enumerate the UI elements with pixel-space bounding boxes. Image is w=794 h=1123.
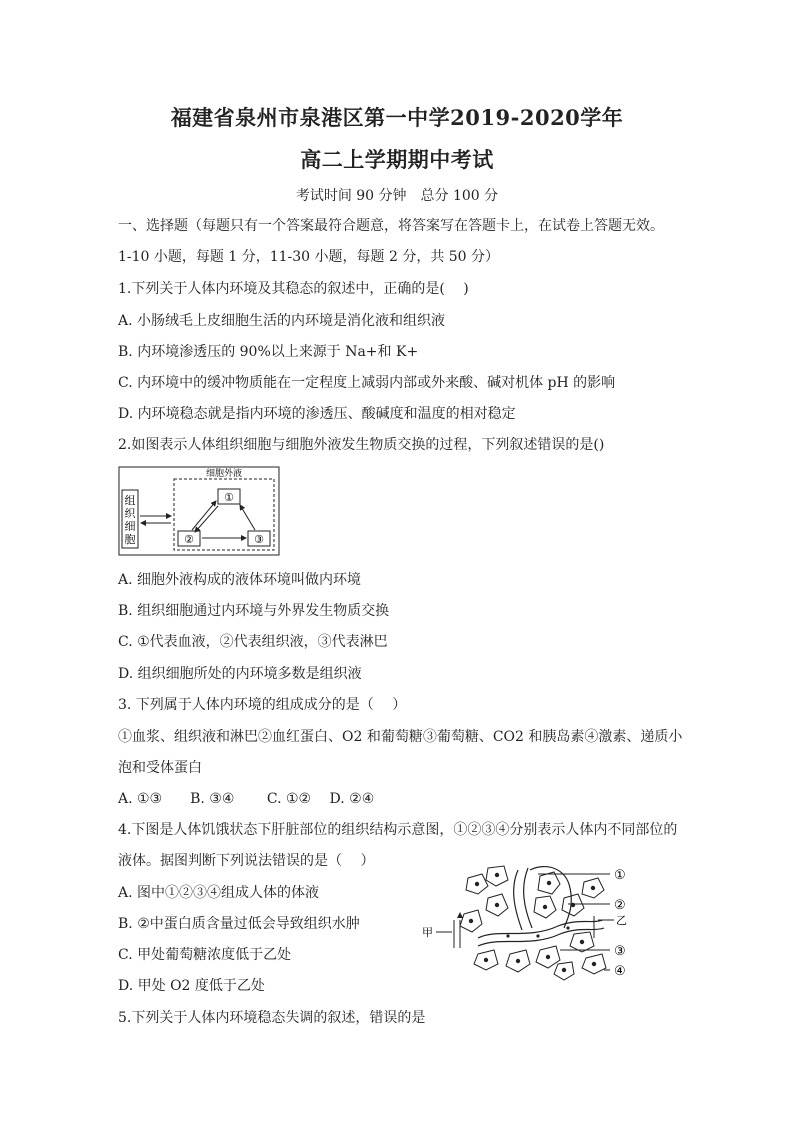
q1-option-b: B. 内环境渗透压的 90%以上来源于 Na+和 K+ — [118, 344, 419, 360]
q1-option-a: A. 小肠绒毛上皮细胞生活的内环境是消化液和组织液 — [118, 313, 446, 329]
tissue-cell-char-4: 胞 — [124, 533, 136, 546]
q2-option-d: D. 组织细胞所处的内环境多数是组织液 — [118, 666, 362, 682]
q4-option-b: B. ②中蛋白质含量过低会导致组织水肿 — [118, 916, 360, 932]
mark-1: ① — [614, 868, 626, 883]
mark-2: ② — [614, 898, 626, 913]
q4-option-d: D. 甲处 O2 度低于乙处 — [118, 978, 265, 994]
q2-stem: 2.如图表示人体组织细胞与细胞外液发生物质交换的过程，下列叙述错误的是() — [118, 437, 605, 453]
q2-figure — [118, 466, 280, 560]
q4-liver-tissue-figure — [418, 858, 640, 990]
q3-stem: 3. 下列属于人体内环境的组成成分的是（ ） — [118, 697, 407, 713]
label-jia: 甲 — [422, 926, 433, 939]
q3-items-line1: ①血浆、组织液和淋巴②血红蛋白、O2 和葡萄糖③葡萄糖、CO2 和胰岛素④激素、递质小 — [118, 729, 683, 745]
section-heading: 一、选择题（每题只有一个答案最符合题意，将答案写在答题卡上，在试卷上答题无效。 — [118, 218, 664, 234]
q2-option-c: C. ①代表血液，②代表组织液，③代表淋巴 — [118, 634, 388, 650]
extracellular-fluid-label: 细胞外液 — [205, 469, 243, 479]
tissue-cell-char-3: 细 — [124, 520, 136, 533]
q1-stem: 1.下列关于人体内环境及其稳态的叙述中，正确的是( ) — [118, 281, 469, 297]
label-yi: 乙 — [616, 914, 627, 927]
q5-stem: 5.下列关于人体内环境稳态失调的叙述，错误的是 — [118, 1010, 426, 1026]
mark-4: ④ — [614, 964, 626, 979]
exam-info: 考试时间 90 分钟 总分 100 分 — [295, 188, 499, 204]
q4-option-a: A. 图中①②③④组成人体的体液 — [118, 885, 320, 901]
section-scoring: 1-10 小题，每题 1 分，11-30 小题，每题 2 分，共 50 分） — [118, 249, 500, 265]
tissue-cell-char-1: 组 — [124, 494, 136, 507]
tissue-cell-char-2: 织 — [124, 507, 136, 520]
q4-stem-line2: 液体。据图判断下列说法错误的是（ ） — [118, 853, 375, 869]
q4-option-c: C. 甲处葡萄糖浓度低于乙处 — [118, 947, 292, 963]
q3-items-line2: 泡和受体蛋白 — [118, 760, 202, 776]
q1-option-c: C. 内环境中的缓冲物质能在一定程度上减弱内部或外来酸、碱对机体 pH 的影响 — [118, 375, 616, 391]
q2-option-a: A. 细胞外液构成的液体环境叫做内环境 — [118, 572, 362, 588]
exam-title-line1: 福建省泉州市泉港区第一中学2019-2020学年 — [170, 105, 624, 130]
q4-stem-line1: 4.下图是人体饥饿状态下肝脏部位的组织结构示意图，①②③④分别表示人体内不同部位的 — [118, 822, 678, 838]
node-1: ① — [224, 491, 234, 504]
exam-title-line2: 高二上学期期中考试 — [300, 147, 494, 172]
q3-options: A. ①③ B. ③④ C. ①② D. ②④ — [118, 791, 375, 807]
node-2: ② — [184, 533, 194, 546]
mark-3: ③ — [614, 944, 626, 959]
q1-option-d: D. 内环境稳态就是指内环境的渗透压、酸碱度和温度的相对稳定 — [118, 406, 516, 422]
q2-option-b: B. 组织细胞通过内环境与外界发生物质交换 — [118, 603, 390, 619]
node-3: ③ — [254, 533, 264, 546]
